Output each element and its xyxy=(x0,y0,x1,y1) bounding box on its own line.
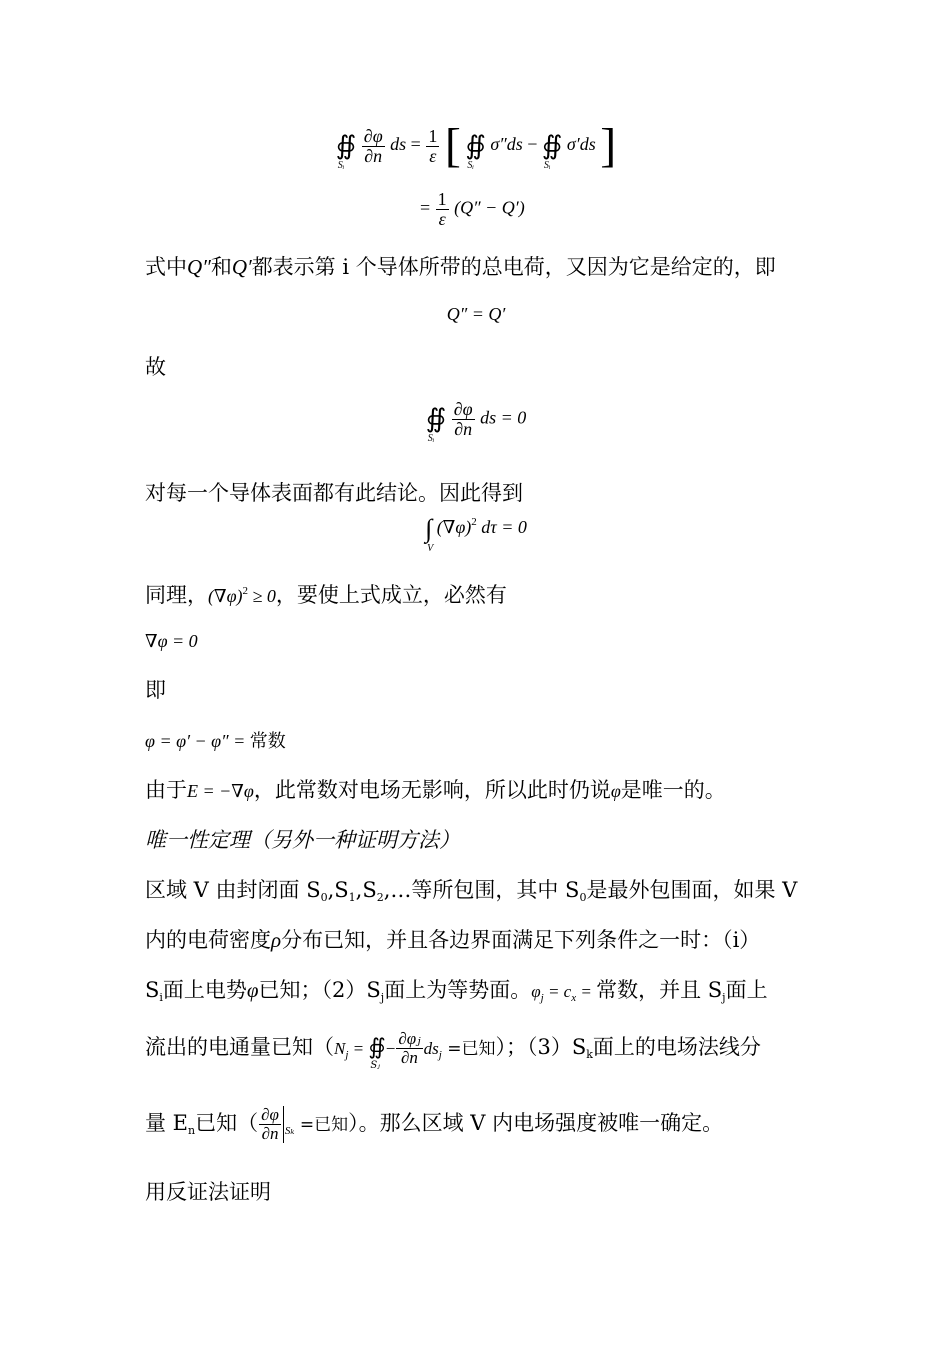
text-charge-line: 式中Q″和Q′都表示第 i 个导体所带的总电荷，又因为它是给定的，即 xyxy=(145,255,776,279)
text-field-unique: 由于E = −∇φ，此常数对电场无影响，所以此时仍说φ是唯一的。 xyxy=(145,778,726,802)
paragraph-line-2: 内的电荷密度ρ分布已知，并且各边界面满足下列条件之一时：（i） xyxy=(145,928,761,952)
surface-integral-symbol: ∯ Sᵢ xyxy=(541,131,563,171)
text-tongli: 同理，$(\nabla\varphi)^2 \ge 0$，要使上式成立，必然有 xyxy=(145,583,507,607)
surface-integral-symbol: ∯ Sᵢ xyxy=(335,131,357,171)
paragraph-line-3: $S_i$面上电势φ已知；$(2)S_j$面上为等势面。$\varphi_j = c_x$ = 常数，并且 $S_j$面上 xyxy=(145,978,768,1004)
equation-volume-integral: ∫ V $(\nabla\varphi)^2$ dτ = 0 xyxy=(425,514,527,554)
paragraph-line-5: 量 $E_n$已知（ $\frac{\partial\varphi}{\partial n}$ $_{S_k}$ =已知）。那么区域 V 内电场强度被唯一确定。 xyxy=(145,1105,724,1143)
equation-flux-sum: ∯ Sᵢ $\frac{\partial\varphi}{\partial n}$ ds = $\frac{1}{\varepsilon}$ [ ∯ Sᵢ σ″ds − ∯ Sᵢ σ′ds ] xyxy=(335,119,617,172)
surface-integral-symbol: ∯ Sᵢ xyxy=(465,131,486,171)
volume-integral-symbol: ∫ V xyxy=(425,514,434,554)
text-gu: 故 xyxy=(145,355,166,379)
equation-charge-equal: Q″ = Q′ xyxy=(446,304,506,324)
left-bracket: [ xyxy=(444,119,461,172)
equation-flux-sum-result: = $\frac{1}{\varepsilon}$ (Q″ − Q′) xyxy=(420,189,525,229)
text-ji: 即 xyxy=(145,678,166,702)
section-heading: 唯一性定理（另外一种证明方法） xyxy=(145,828,460,852)
fraction-one-over-epsilon: $\frac{1}{\varepsilon}$ xyxy=(428,125,438,166)
fraction-dphi-dn: $\frac{\partial\varphi}{\partial n}$ xyxy=(259,1106,284,1143)
paragraph-line-1: 区域 V 由封闭面 $S_0,S_1,S_2,\dots$等所包围，其中 $S_0$是最外包围面，如果 V xyxy=(145,878,798,904)
fraction-dphi-dn: $\frac{\partial\varphi}{\partial n}$ xyxy=(453,399,473,439)
text-proof-by-contradiction: 用反证法证明 xyxy=(145,1180,271,1204)
equation-grad-zero: ∇φ = 0 xyxy=(145,631,198,651)
equation-flux-zero: ∯ Sᵢ $\frac{\partial\varphi}{\partial n}$ ds = 0 xyxy=(425,399,527,445)
equation-phi-constant: φ = φ′ − φ″ = 常数 xyxy=(145,731,286,752)
fraction-dphij-dn: $\frac{\text{∂φⱼ}}{\partial n}$ xyxy=(398,1029,421,1067)
surface-integral-symbol: ∯ Sᵢ xyxy=(425,404,447,445)
surface-integral-symbol: ∯ Sⱼ xyxy=(368,1035,386,1072)
fraction-one-over-epsilon: $\frac{1}{\varepsilon}$ xyxy=(437,189,447,229)
right-bracket: ] xyxy=(600,119,617,172)
text-each-conductor: 对每一个导体表面都有此结论。因此得到 xyxy=(145,481,523,505)
paragraph-line-4: 流出的电通量已知（$N_j$ = ∯ Sⱼ − $\frac{\text{∂φⱼ}}{\partial n}$ $ds_j$ =已知）；$(3)S_k$面上的电场法线分 xyxy=(145,1029,761,1072)
fraction-dphi-dn: $\frac{\partial\varphi}{\partial n}$ xyxy=(363,125,383,166)
